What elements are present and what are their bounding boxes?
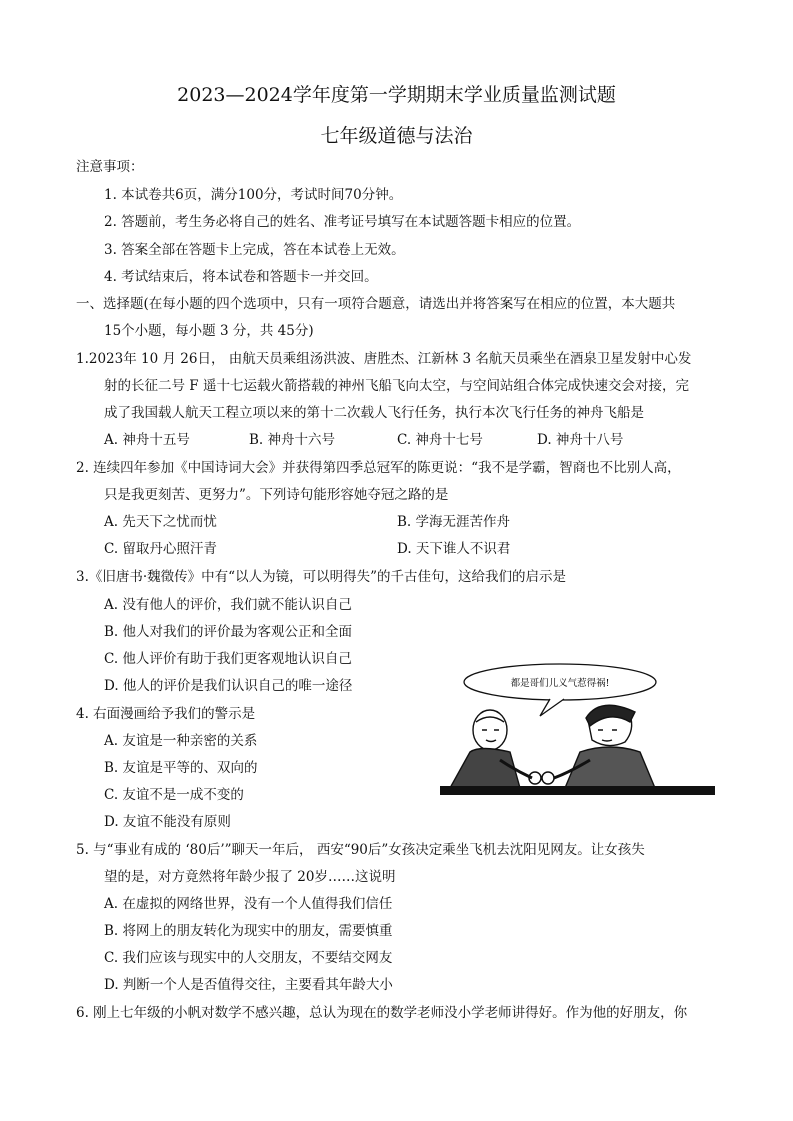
question-3-line: 3.《旧唐书·魏徵传》中有“以人为镜，可以明得失”的千古佳句，这给我们的启示是: [76, 569, 566, 585]
option-a[interactable]: A. 在虚拟的网络世界，没有一个人值得我们信任: [104, 896, 393, 912]
page-subtitle: 七年级道德与法治: [320, 125, 473, 147]
option-c[interactable]: C. 神舟十七号: [397, 432, 483, 448]
option-b[interactable]: B. 神舟十六号: [249, 432, 336, 448]
notice-heading: 注意事项：: [76, 159, 144, 175]
question-2-line: 只是我更刻苦、更努力”。下列诗句能形容她夺冠之路的是: [104, 487, 449, 503]
option-a[interactable]: A. 友谊是一种亲密的关系: [104, 733, 258, 749]
option-d[interactable]: D. 友谊不能没有原则: [104, 814, 231, 830]
option-c[interactable]: C. 留取丹心照汗青: [104, 541, 217, 557]
question-1-line: 1.2023年 10 月 26日， 由航天员乘组汤洪波、唐胜杰、江新林 3 名航天员乘坐在酒泉卫星发射中心发: [76, 351, 692, 367]
option-b[interactable]: B. 他人对我们的评价最为客观公正和全面: [104, 624, 353, 640]
notice-item: 3. 答案全部在答题卡上完成，答在本试卷上无效。: [104, 242, 405, 258]
option-a[interactable]: A. 神舟十五号: [104, 432, 190, 448]
option-d[interactable]: D. 判断一个人是否值得交往，主要看其年龄大小: [104, 977, 393, 993]
section-heading: 一、选择题(在每小题的四个选项中，只有一项符合题意，请选出并将答案写在相应的位置，本大题共: [76, 296, 676, 312]
section-heading-cont: 15个小题，每小题 3 分，共 45分): [104, 323, 314, 339]
right-man-figure: [554, 705, 655, 788]
question-5-line: 望的是，对方竟然将年龄少报了 20岁……这说明: [104, 869, 396, 885]
question-6-line: 6. 刚上七年级的小帆对数学不感兴趣，总认为现在的数学老师没小学老师讲得好。作为他的好朋友，你: [76, 1005, 688, 1021]
handcuffed-friends-cartoon-icon: [440, 660, 715, 795]
notice-item: 1. 本试卷共6页，满分100分，考试时间70分钟。: [104, 187, 403, 203]
question-1-line: 射的长征二号 F 遥十七运载火箭搭载的神州飞船飞向太空，与空间站组合体完成快速交会对接，完: [104, 378, 689, 394]
option-c[interactable]: C. 他人评价有助于我们更客观地认识自己: [104, 651, 352, 667]
notice-item: 4. 考试结束后，将本试卷和答题卡一并交回。: [104, 269, 378, 285]
option-b[interactable]: B. 友谊是平等的、双向的: [104, 760, 258, 776]
question-2-line: 2. 连续四年参加《中国诗词大会》并获得第四季总冠军的陈更说：“我不是学霸，智商也不比别人高，: [76, 460, 681, 476]
question-1-line: 成了我国载人航天工程立项以来的第十二次载人飞行任务，执行本次飞行任务的神舟飞船是: [104, 405, 644, 421]
option-d[interactable]: D. 天下谁人不识君: [397, 541, 511, 557]
speech-bubble-text: 都是哥们儿义气惹得祸!: [510, 678, 610, 689]
handcuffs: [529, 772, 554, 784]
question-5-line: 5. 与“事业有成的 ‘80后’”聊天一年后， 西安“90后”女孩决定乘坐飞机去沈阳见网友。让女孩失: [76, 842, 645, 858]
option-c[interactable]: C. 我们应该与现实中的人交朋友，不要结交网友: [104, 950, 393, 966]
notice-item: 2. 答题前，考生务必将自己的姓名、准考证号填写在本试题答题卡相应的位置。: [104, 214, 581, 230]
option-c[interactable]: C. 友谊不是一成不变的: [104, 787, 244, 803]
table: [440, 786, 715, 795]
question-4-line: 4. 右面漫画给予我们的警示是: [76, 706, 256, 722]
option-a[interactable]: A. 先天下之忧而忧: [104, 514, 217, 530]
left-man-figure: [450, 710, 532, 788]
option-d[interactable]: D. 他人的评价是我们认识自己的唯一途径: [104, 678, 353, 694]
option-b[interactable]: B. 将网上的朋友转化为现实中的朋友，需要慎重: [104, 923, 393, 939]
page-title: 2023—2024学年度第一学期期末学业质量监测试题: [177, 84, 616, 106]
option-d[interactable]: D. 神舟十八号: [537, 432, 624, 448]
option-a[interactable]: A. 没有他人的评价，我们就不能认识自己: [104, 597, 352, 613]
option-b[interactable]: B. 学海无涯苦作舟: [397, 514, 511, 530]
